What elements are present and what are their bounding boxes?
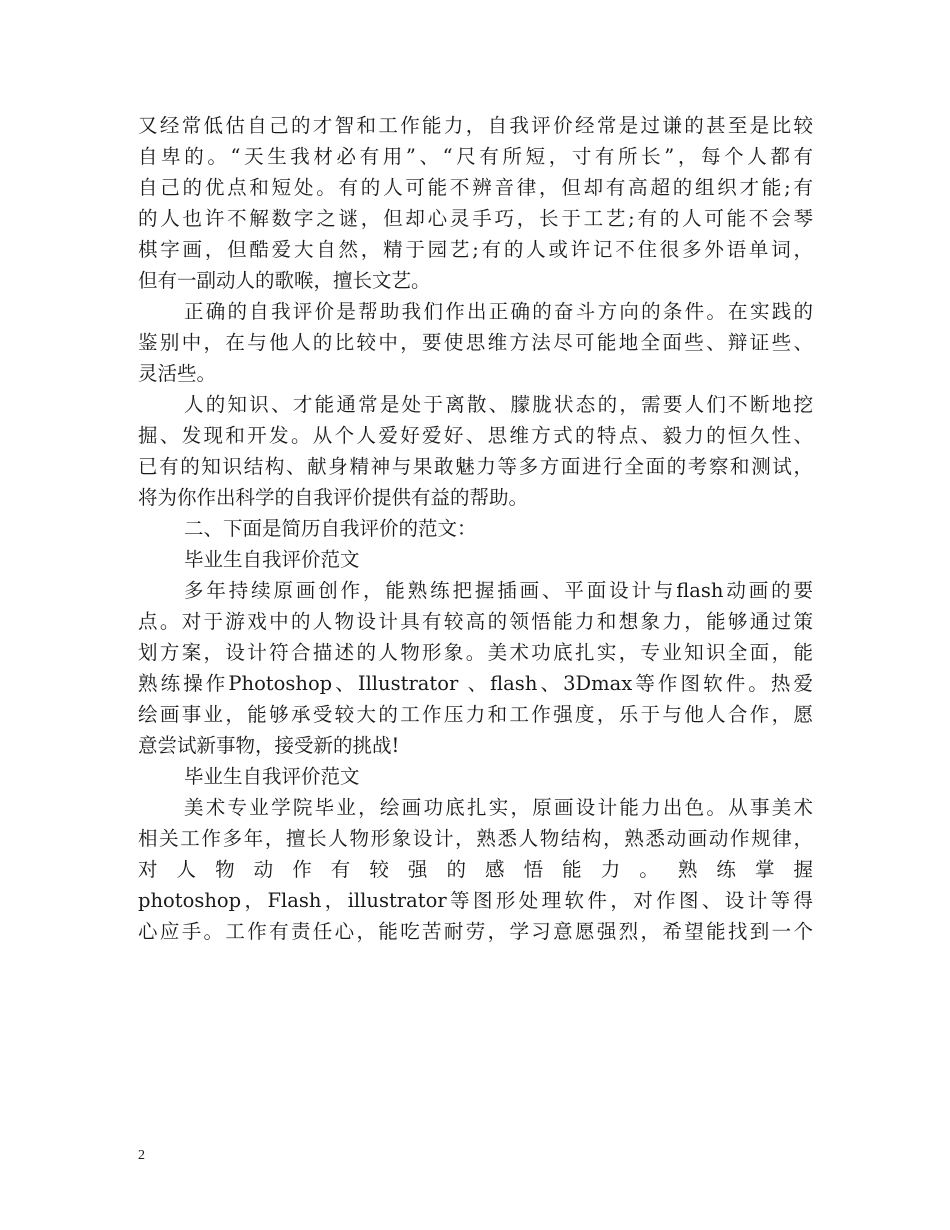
text-line: 二、下面是简历自我评价的范文：: [184, 517, 477, 540]
text-line: 灵活些。: [138, 362, 217, 385]
text-line: 毕业生自我评价范文: [184, 548, 360, 571]
text-line: 心应手。工作有责任心，能吃苦耐劳，学习意愿强烈，希望能找到一个: [138, 920, 813, 943]
text-line: 将为你作出科学的自我评价提供有益的帮助。: [138, 486, 529, 509]
text-line: 点。对于游戏中的人物设计具有较高的领悟能力和想象力，能够通过策: [138, 610, 813, 633]
text-line: 人的知识、才能通常是处于离散、朦胧状态的，需要人们不断地挖: [184, 393, 813, 416]
text-line: 自己的优点和短处。有的人可能不辨音律，但却有高超的组织才能;有: [138, 176, 813, 199]
document-body: [138, 110, 813, 947]
text-line: 相关工作多年，擅长人物形象设计，熟悉人物结构，熟悉动画动作规律，: [138, 827, 813, 850]
text-line: photoshop，Flash，illustrator等图形处理软件，对作图、设计等得: [138, 889, 813, 912]
page-number: 2: [138, 1148, 145, 1163]
text-line: 对 人 物 动 作 有 较 强 的 感 悟 能 力 。 熟 练 掌 握: [138, 858, 813, 881]
text-line: 已有的知识结构、献身精神与果敢魅力等多方面进行全面的考察和测试，: [138, 455, 813, 478]
text-line: 棋字画，但酷爱大自然，精于园艺;有的人或许记不住很多外语单词，: [138, 238, 813, 261]
text-line: 美术专业学院毕业，绘画功底扎实，原画设计能力出色。从事美术: [184, 796, 813, 819]
text-line: 的人也许不解数字之谜，但却心灵手巧，长于工艺;有的人可能不会琴: [138, 207, 813, 230]
text-line: 鉴别中，在与他人的比较中，要使思维方法尽可能地全面些、辩证些、: [138, 331, 813, 354]
text-line: 正确的自我评价是帮助我们作出正确的奋斗方向的条件。在实践的: [184, 300, 813, 323]
text-line: 但有一副动人的歌喉，擅长文艺。: [138, 269, 431, 292]
text-line: 又经常低估自己的才智和工作能力，自我评价经常是过谦的甚至是比较: [138, 114, 813, 137]
text-line: 划方案，设计符合描述的人物形象。美术功底扎实，专业知识全面，能: [138, 641, 813, 664]
text-line: 意尝试新事物，接受新的挑战!: [138, 734, 400, 757]
text-line: 熟练操作Photoshop、Illustrator 、flash、3Dmax等作图软件。热爱: [138, 672, 813, 695]
text-line: 掘、发现和开发。从个人爱好爱好、思维方式的特点、毅力的恒久性、: [138, 424, 813, 447]
text-line: 多年持续原画创作，能熟练把握插画、平面设计与flash动画的要: [184, 579, 813, 602]
text-line: 绘画事业，能够承受较大的工作压力和工作强度，乐于与他人合作，愿: [138, 703, 813, 726]
text-line: 毕业生自我评价范文: [184, 765, 360, 788]
text-line: 自卑的。“天生我材必有用”、“尺有所短，寸有所长”，每个人都有: [138, 145, 813, 168]
